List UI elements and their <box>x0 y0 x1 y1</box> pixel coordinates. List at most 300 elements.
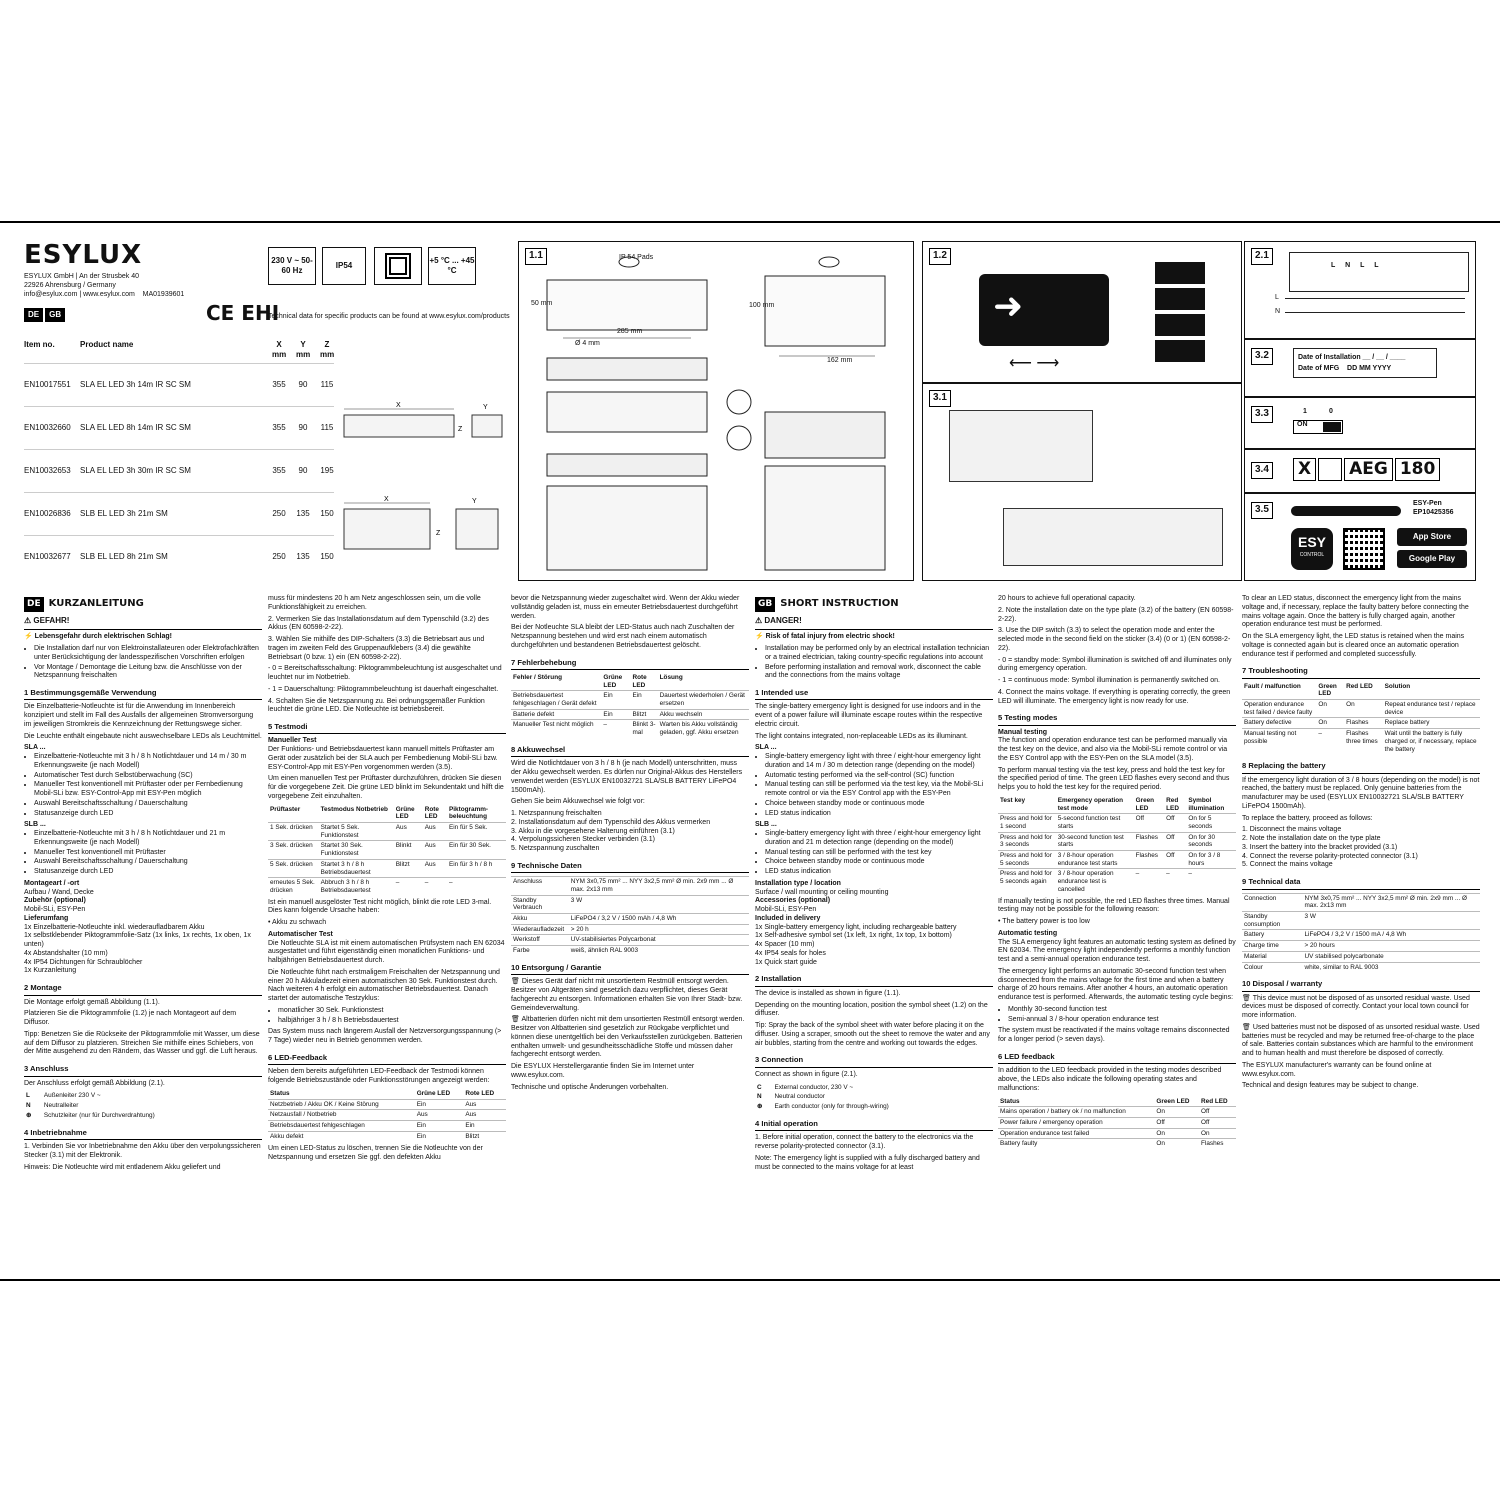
figure-label: 3.4 <box>1251 462 1273 479</box>
bin-icon: 🗑 <box>1242 994 1251 1002</box>
table-row <box>998 1107 1236 1118</box>
table-header: Emergency operation test mode <box>1057 796 1124 812</box>
table-cell: Manual testing not possible <box>1242 729 1316 755</box>
gb-mt: Manual testing <box>998 728 1048 736</box>
table-cell: UV stabilised polycarbonate <box>1302 951 1480 962</box>
table-row <box>998 832 1236 850</box>
item-cell: EN10032660 <box>24 422 71 432</box>
item-cell: 355 <box>272 379 286 389</box>
symbol-down-icon <box>1155 340 1205 362</box>
table-row <box>1242 962 1480 972</box>
de-trouble-table <box>511 673 749 738</box>
table-cell: LiFePO4 / 3,2 V / 1500 mA / 4,8 Wh <box>1302 930 1480 941</box>
app-store-button[interactable]: App Store <box>1397 528 1467 546</box>
dim-50: 50 mm <box>531 300 553 307</box>
table-header: Status <box>270 1089 290 1097</box>
de-c2a: muss für mindestens 20 h am Netz angeschlossen sein, um die volle Funktionsfähigkeit zu erreichen. <box>268 595 481 611</box>
table-cell: Aus <box>394 823 423 841</box>
svg-text:X: X <box>384 496 389 503</box>
table-cell: Abbruch 3 h / 8 h Betriebsdauertest <box>319 878 394 896</box>
table-cell: erneutes 5 Sek. drücken <box>268 878 319 896</box>
symbol-right-icon <box>1155 288 1205 310</box>
de-p5: Der Funktions- und Betriebsdauertest kann manuell mittels Prüftaster am Gerät oder zusätzlich bei der SLA auch per Fernbedienung Mobil-SLi bzw. ESY-Control-App mit ESY-Pen vorgenommen werden (3.5). <box>268 746 498 771</box>
table-row <box>268 1110 506 1121</box>
gb-trouble-table <box>1242 682 1480 755</box>
gb-tech-table <box>1242 893 1480 973</box>
table-cell: Akku <box>511 914 569 925</box>
table-row <box>1242 893 1480 911</box>
item-cell: SLA EL LED 3h 30m IR SC SM <box>80 465 191 475</box>
table-cell: Off <box>1164 851 1186 869</box>
gb-c3b: On the SLA emergency light, the LED status is retained when the mains voltage is connected again but is cleared once an automatic operation endurance test if performed and completed successfully. <box>1242 633 1465 658</box>
figure-label: 1.1 <box>525 248 547 265</box>
instruction-sheet <box>0 221 1500 1281</box>
table-header: Red LED <box>1201 1097 1228 1105</box>
table-cell: Operation endurance test failed / device faulty <box>1242 700 1316 718</box>
table-cell: Aus <box>423 841 447 859</box>
table-cell: On for 5 seconds <box>1186 814 1236 832</box>
table-cell: Colour <box>1242 962 1302 972</box>
gb-mont: Surface / wall mounting or ceiling mounting <box>755 888 889 896</box>
de-zub: Mobil-SLi, ESY-Pen <box>24 906 86 914</box>
table-row <box>1242 718 1480 729</box>
item-row <box>24 406 334 448</box>
table-header: Fehler / Störung <box>513 673 562 681</box>
figure-label: 1.2 <box>929 248 951 265</box>
table-row <box>268 1099 506 1110</box>
table-cell: On <box>1316 718 1344 729</box>
item-cell: 150 <box>320 551 334 561</box>
table-cell: Blitzt <box>463 1131 506 1141</box>
terminal-labels: L N L L <box>1331 262 1383 269</box>
de-lief-h: Lieferumfang <box>24 914 69 922</box>
gb-p5f: The emergency light performs an automatic 30-second function test when disconnected from the mains voltage for the first time and when a battery charge of 20 hours remains. After another 4 hours, an automatic operation endurance test is performed. Afterwards, the automatic testing cycle begins: <box>998 967 1234 1002</box>
de-p5g: • monatlicher 30 Sek. Funktionstest • halbjähriger 3 h / 8 h Betriebsdauertest <box>278 1007 506 1026</box>
table-cell: Akku defekt <box>268 1131 415 1141</box>
de-p5h: Das System muss nach längerem Ausfall der Netzversorgungsspannung (> 7 Tage) wieder neu in Betrieb genommen werden. <box>268 1028 502 1045</box>
table-cell: Flashes three times <box>1344 729 1383 755</box>
de-h10: 10 Entsorgung / Garantie <box>511 963 749 975</box>
wire-l <box>1285 298 1465 299</box>
item-cell: 150 <box>320 508 334 518</box>
table-header: Grüne LED <box>395 805 415 821</box>
table-cell: 5 Sek. drücken <box>268 859 319 877</box>
figure-1-1 <box>518 241 914 581</box>
table-row <box>268 823 506 841</box>
gb-p1: The single-battery emergency light is designed for use indoors and in the event of a power failure will illuminate escape routes within the respective electric circuit. <box>755 703 983 728</box>
gb-h2: 2 Installation <box>755 974 993 986</box>
item-cell: 250 <box>272 508 286 518</box>
table-cell: Charge time <box>1242 941 1302 952</box>
language-badges <box>24 308 67 322</box>
table-cell: > 20 hours <box>1302 941 1480 952</box>
de-conn-table: L Außenleiter 230 V ~ N Neutralleiter ⊕ Schutzleiter (nur für Durchverdrahtung) <box>26 1092 155 1119</box>
gb-p5d: • The battery power is too low <box>998 918 1090 926</box>
table-header: Rote LED <box>465 1089 495 1097</box>
table-cell: Off <box>1164 832 1186 850</box>
table-cell: Wiederaufladezeit <box>511 924 569 935</box>
table-cell: Material <box>1242 951 1302 962</box>
table-header: Red LED <box>1346 682 1373 690</box>
table-cell: Farbe <box>511 946 569 956</box>
table-row <box>511 914 749 925</box>
gb-p5g: • Monthly 30-second function test • Semi-annual 3 / 8-hour operation endurance test <box>1008 1006 1236 1025</box>
table-cell: 3 W <box>1302 912 1480 930</box>
de-h1: 1 Bestimmungsgemäße Verwendung <box>24 688 262 700</box>
electronics-board <box>949 410 1093 482</box>
gb-h10: 10 Disposal / warranty <box>1242 979 1480 991</box>
table-cell: Werkstoff <box>511 935 569 946</box>
de-p5d: • Akku zu schwach <box>268 919 327 927</box>
gb-h9: 9 Technical data <box>1242 877 1480 889</box>
table-cell: Aus <box>423 823 447 841</box>
table-row <box>1242 951 1480 962</box>
item-cell: 115 <box>320 422 334 432</box>
install-date-plate <box>1293 348 1437 378</box>
gb-mont-h: Installation type / location <box>755 879 841 887</box>
table-cell: Ein für 5 Sek. <box>447 823 506 841</box>
gb-p5: The function and operation endurance test can be performed manually via the test key on the device, and also via the Mobil-SLi remote control or via the ESY Control app with the ESY-Pen on the SLA model (3.5). <box>998 737 1228 762</box>
date-installation: Date of Installation __ / __ / ____ <box>1298 354 1406 361</box>
table-header: Grüne LED <box>416 1089 451 1097</box>
de-p10d: Technische und optische Änderungen vorbehalten. <box>511 1083 669 1091</box>
qr-code-icon[interactable] <box>1343 528 1385 570</box>
gb-danger-sub: ⚡ Risk of fatal injury from electric shock! <box>755 633 895 641</box>
de-p6b: Um einen LED-Status zu löschen, trennen Sie die Notleuchte von der Netzspannung und ersetzen Sie ggf. den defekten Akku <box>268 1145 483 1162</box>
item-cell: 90 <box>298 465 308 475</box>
table-row <box>511 720 749 738</box>
table-cell: – <box>1164 869 1186 895</box>
wire-n <box>1285 312 1465 313</box>
de-mont: Aufbau / Wand, Decke <box>24 888 94 896</box>
gb-c2c: 3. Use the DIP switch (3.3) to select the operation mode and enter the selected mode in the second field on the sticker (3.4) (0 or 1) (EN 60598-2-22). <box>998 627 1231 652</box>
item-cell: 90 <box>298 379 308 389</box>
gb-p6: In addition to the LED feedback provided in the testing modes described above, the LEDs also indicate the following operating states and malfunctions: <box>998 1067 1222 1092</box>
de-led-table <box>268 1089 506 1141</box>
dip-switch <box>1293 420 1343 434</box>
gb-h3: 3 Connection <box>755 1055 993 1067</box>
table-row <box>268 841 506 859</box>
gb-c3a: To clear an LED status, disconnect the emergency light from the mains voltage and, if necessary, replace the faulty battery before connecting the mains voltage again. Once the battery is fully charged again, another operation endurance test must be performed. <box>1242 595 1469 629</box>
table-cell: white, similar to RAL 9003 <box>1302 962 1480 972</box>
gb-title: GB SHORT INSTRUCTION <box>755 597 993 612</box>
figure-3-4 <box>1244 449 1476 493</box>
de-p10b: 🗑 Altbatterien dürfen nicht mit dem unsortierten Restmüll entsorgt werden. Besitzer von Altbatterien sind gesetzlich zur Rückgabe verpflichtet und können diese unentgeltlich bei den Verkaufsstellen zurückgeben. Batterien enthalten umwelt- und gesundheitsschädliche Stoffe und müssen daher fachgerecht entsorgt werden. <box>511 1016 745 1059</box>
item-row <box>24 363 334 405</box>
esy-control-app-icon <box>1291 528 1333 570</box>
figure-3-5 <box>1244 493 1476 581</box>
de-slb-list: • Einzelbatterie-Notleuchte mit 3 h / 8 h Notlichtdauer und 21 m Erkennungsweite (je nach Modell) • Manueller Test konventionell mit Prüftaster • Auswahl Bereitschaftsschaltung / Dauerschaltung • Statusanzeige durch LED <box>34 830 262 877</box>
figure-1-2 <box>922 241 1242 383</box>
protection-class-icon <box>374 247 422 285</box>
item-cell: 195 <box>320 465 334 475</box>
table-cell: Ein <box>415 1120 464 1131</box>
gb-h8: 8 Replacing the battery <box>1242 761 1480 773</box>
date-format: DD MM YYYY <box>1347 365 1392 373</box>
de-h5: 5 Testmodi <box>268 722 506 734</box>
table-row <box>268 1120 506 1131</box>
de-title: DE KURZANLEITUNG <box>24 597 262 612</box>
table-header: Status <box>1000 1097 1020 1105</box>
item-cell: EN10026836 <box>24 508 71 518</box>
table-cell: UV-stabilisiertes Polycarbonat <box>569 935 749 946</box>
table-row <box>998 869 1236 895</box>
table-cell: Battery <box>1242 930 1302 941</box>
table-header: Green LED <box>1135 796 1155 812</box>
table-cell: Aus <box>423 859 447 877</box>
table-row <box>998 851 1236 869</box>
table-cell: LiFePO4 / 3,2 V / 1500 mAh / 4,8 Wh <box>569 914 749 925</box>
de-p10c: Die ESYLUX Herstellergarantie finden Sie im Internet unter www.esylux.com. <box>511 1063 695 1079</box>
table-cell: Netzbetrieb / Akku OK / Keine Störung <box>268 1099 415 1110</box>
de-column-3 <box>511 595 749 1095</box>
svg-text:X: X <box>396 402 401 409</box>
table-cell: Betriebsdauertest fehlgeschlagen <box>268 1120 415 1131</box>
table-cell: Standby consumption <box>1242 912 1302 930</box>
table-cell: Ein <box>601 691 630 709</box>
table-cell: Replace battery <box>1383 718 1480 729</box>
table-header: Test key <box>1000 796 1026 804</box>
table-cell: Blitzt <box>630 709 657 720</box>
de-sla-list: • Einzelbatterie-Notleuchte mit 3 h / 8 h Notlichtdauer und 14 m / 30 m Erkennungsweite (je nach Modell) • Automatischer Test durch Selbstüberwachung (SC) • Manueller Test konventionell mit Prüftaster oder per Fernbedienung Mobil-SLi bzw. ESY-Control-App mit ESY-Pen möglich • Auswahl Bereitschaftsschaltung / Dauerschaltung • Statusanzeige durch LED <box>34 753 262 818</box>
lang-badge-gb: GB <box>45 308 65 322</box>
de-danger-list: • Die Installation darf nur von Elektroinstallateuren oder Elektrofachkräften unter Berücksichtigung der landesspezifischen Vorschriften erfolgen • Vor Montage / Demontage die Leitung bzw. die Anschlüsse von der Netzspannung freischalten <box>34 645 262 681</box>
table-cell: > 20 h <box>569 924 749 935</box>
item-cell: 115 <box>320 379 334 389</box>
item-row <box>24 492 334 534</box>
esy-pen-icon <box>1291 506 1401 516</box>
table-cell: On <box>1154 1139 1199 1149</box>
table-cell: – <box>394 878 423 896</box>
table-cell: Aus <box>463 1110 506 1121</box>
table-cell: Press and hold for 1 second <box>998 814 1056 832</box>
table-row <box>268 1131 506 1141</box>
table-cell: On <box>1316 700 1344 718</box>
gb-column-3 <box>1242 595 1480 1094</box>
table-cell: Off <box>1134 814 1165 832</box>
sticker-180: 180 <box>1395 458 1441 481</box>
table-row <box>511 691 749 709</box>
table-cell: – <box>1186 869 1236 895</box>
table-row <box>511 924 749 935</box>
gb-danger: ⚠ DANGER! <box>755 616 993 630</box>
table-cell: – <box>601 720 630 738</box>
de-p1b: Die Leuchte enthält eingebaute nicht auswechselbare LEDs als Leuchtmittel. <box>24 732 262 740</box>
esy-pen-number: EP10425356 <box>1413 509 1454 516</box>
gb-p3: Connect as shown in figure (2.1). <box>755 1070 858 1078</box>
gb-h5: 5 Testing modes <box>998 713 1236 725</box>
de-h2: 2 Montage <box>24 983 262 995</box>
item-cell: EN10017551 <box>24 379 71 389</box>
item-cell: 355 <box>272 422 286 432</box>
de-p10: 🗑 Dieses Gerät darf nicht mit unsortiertem Restmüll entsorgt werden. Besitzer von Altgeräten sind gesetzlich dazu verpflichtet, dieses Gerät fachgerecht zu entsorgen. Informationen erhalten Sie von Ihrer Stadt- bzw. Gemeindeverwaltung. <box>511 978 743 1012</box>
table-header: Green LED <box>1318 682 1337 698</box>
table-cell: On <box>1154 1107 1199 1118</box>
doc-number: MA01939601 <box>142 290 185 298</box>
de-lief-list: 1x Einzelbatterie-Notleuchte inkl. wiederaufladbarem Akku 1x selbstklebender Piktogrammfolie-Satz (1x links, 1x rechts, 1x oben, 1x unten) 4x Abstandshalter (10 mm) 4x IP54 Dichtungen für Schraublöcher 1x Kurzanleitung <box>24 923 251 975</box>
col-item-no: Item no. <box>24 340 55 349</box>
gb-c2a: 20 hours to achieve full operational capacity. <box>998 595 1136 602</box>
de-p8: Wird die Notlichtdauer von 3 h / 8 h (je nach Modell) unterschritten, muss der Akku gewechselt werden. Es dürfen nur Original-Akkus des Herstellers verwendet werden (ESYLUX EN10032721 SLA/SLB BATTERY LiFePO4 1500mAh). <box>511 760 743 794</box>
gb-p4: 1. Before initial operation, connect the battery to the electronics via the reverse polarity-protected connector (3.1). <box>755 1134 974 1150</box>
dim-hole-4: Ø 4 mm <box>575 340 600 347</box>
de-p8b: Gehen Sie beim Akkuwechsel wie folgt vor: <box>511 798 645 806</box>
table-cell: Blinkt 3-mal <box>630 720 657 738</box>
de-column-2 <box>268 595 506 1166</box>
company-address <box>24 273 254 299</box>
gb-led-table <box>998 1097 1236 1149</box>
table-header: Lösung <box>659 673 683 681</box>
table-header: Rote LED <box>424 805 439 821</box>
table-cell: Wait until the battery is fully charged or, if necessary, replace the battery <box>1383 729 1480 755</box>
google-play-button[interactable]: Google Play <box>1397 550 1467 568</box>
de-mt: Manueller Test <box>268 737 317 745</box>
table-cell: Ein <box>415 1099 464 1110</box>
gb-p8: If the emergency light duration of 3 / 8 hours (depending on the model) is not reached, the battery must be replaced. Only genuine batteries from the manufacturer may be used (ESYLUX EN10032721 SLA/SLB BATTERY LiFePO4 1500mAh). <box>1242 776 1480 810</box>
gb-slb: SLB ... <box>755 821 777 829</box>
table-row <box>511 935 749 946</box>
table-row <box>268 878 506 896</box>
gb-p10b: 🗑 Used batteries must not be disposed of as unsorted residual waste. Used batteries must be recycled and may be returned free-of-charge to the place of sale. Batteries contain substances which are harmful to the environment and to human health and must therefore be disposed of correctly. <box>1242 1023 1480 1058</box>
table-cell: 3 / 8-hour operation endurance test starts <box>1056 851 1134 869</box>
de-p2c: Tipp: Benetzen Sie die Rückseite der Piktogrammfolie mit Wasser, um diese auf dem Diffusor zu platzieren. Streichen Sie mithilfe eines Schiebers, von der Mitte ausgehend zu den Rändern, das Wasser und ggf. die Luft heraus. <box>24 1030 260 1056</box>
item-cell: EN10032653 <box>24 465 71 475</box>
symbol-up-icon <box>1155 314 1205 336</box>
battery-compartment <box>1003 508 1223 566</box>
dip-1-label: 1 <box>1303 408 1307 415</box>
table-cell: Blitzt <box>394 859 423 877</box>
table-row <box>998 814 1236 832</box>
de-h4: 4 Inbetriebnahme <box>24 1128 262 1140</box>
table-cell: Anschluss <box>511 877 569 895</box>
gb-p2: The device is installed as shown in figure (1.1). <box>755 989 901 997</box>
table-cell: Dauertest wiederholen / Gerät ersetzen <box>658 691 749 709</box>
table-cell: Connection <box>1242 893 1302 911</box>
de-c2c: 3. Wählen Sie mithilfe des DIP-Schalters (3.3) die Betriebsart aus und tragen im zweiten Feld des Gruppenaufklebers (3.4) die gewählte Betriebsart (0 bzw. 1) ein (EN 60598-2-22). <box>268 636 485 661</box>
table-row <box>511 877 749 895</box>
de-mont-h: Montageart / -ort <box>24 879 80 887</box>
gb-h7: 7 Troubleshooting <box>1242 666 1480 678</box>
de-danger-sub: ⚡ Lebensgefahr durch elektrischen Schlag! <box>24 633 172 641</box>
table-cell: 3 Sek. drücken <box>268 841 319 859</box>
gb-p10: 🗑 This device must not be disposed of as unsorted residual waste. Used devices must be disposed of correctly. Contact your local town council for more information. <box>1242 994 1470 1020</box>
de-tech-table <box>511 876 749 956</box>
col-z: Z mm <box>320 340 335 359</box>
table-cell: Flashes <box>1344 718 1383 729</box>
item-cell: 135 <box>296 551 310 561</box>
de-h9: 9 Technische Daten <box>511 861 749 873</box>
table-cell: – <box>423 878 447 896</box>
table-cell: Batterie defekt <box>511 709 601 720</box>
gb-danger-list: • Installation may be performed only by an electrical installation technician or a trained electrician, taking country-specific regulations into account • Before performing installation and removal work, disconnect the cable and the connections from the mains voltage <box>765 645 993 681</box>
table-header: Testmodus Notbetrieb <box>320 805 388 813</box>
de-zub-h: Zubehör (optional) <box>24 897 86 905</box>
de-p3: Der Anschluss erfolgt gemäß Abbildung (2.1). <box>24 1079 165 1087</box>
figure-label: 3.1 <box>929 390 951 407</box>
table-cell: Battery faulty <box>998 1139 1154 1149</box>
table-header: Solution <box>1384 682 1411 690</box>
gb-c2b: 2. Note the installation date on the type plate (3.2) of the battery (EN 60598-2-22). <box>998 606 1234 623</box>
de-h7: 7 Fehlerbehebung <box>511 658 749 670</box>
figure-label: 3.2 <box>1251 348 1273 365</box>
table-cell: Standby Verbrauch <box>511 895 569 913</box>
table-row <box>268 859 506 877</box>
table-cell: On for 3 / 8 hours <box>1186 851 1236 869</box>
date-mfg: Date of MFG <box>1298 365 1340 373</box>
table-cell: NYM 3x0,75 mm² ... NYY 3x2,5 mm² Ø min. 2x9 mm ... Ø max. 2x13 mm <box>569 877 749 895</box>
de-p2: Die Montage erfolgt gemäß Abbildung (1.1). <box>24 998 160 1006</box>
dip-0-label: 0 <box>1329 408 1333 415</box>
ce-mark: CE EHI <box>206 301 280 325</box>
de-h8: 8 Akkuwechsel <box>511 745 749 757</box>
gb-p8c: 1. Disconnect the mains voltage 2. Note the installation date on the type plate 3. Insert the battery into the bracket provided (3.1) 4. Connect the reverse polarity-protected connector (3.1) 5. Connect the mains voltage <box>1242 826 1418 869</box>
table-cell: Blinkt <box>394 841 423 859</box>
group-sticker <box>1293 458 1440 481</box>
table-row <box>1242 729 1480 755</box>
item-cell: SLB EL LED 8h 21m SM <box>80 551 168 561</box>
table-cell: Repeat endurance test / replace device <box>1383 700 1480 718</box>
gb-column-1 <box>755 595 993 1175</box>
table-cell: 5-second function test starts <box>1056 814 1134 832</box>
de-sla: SLA ... <box>24 744 46 752</box>
de-p5b: Um einen manuellen Test per Prüftaster durchzuführen, drücken Sie diesen für die vorgegebene Zeit. Die grüne LED blinkt im Sekundentakt und hilft die vorgegebene Zeit einzuhalten. <box>268 775 504 800</box>
ip54-pads-label: IP 54 Pads <box>619 254 654 261</box>
table-cell: Off <box>1164 814 1186 832</box>
sticker-aeg: AEG <box>1344 458 1393 481</box>
col-x: X mm <box>272 340 287 359</box>
table-row <box>1242 912 1480 930</box>
figure-3-1 <box>922 383 1242 581</box>
table-row <box>1242 930 1480 941</box>
table-cell: On <box>1344 700 1383 718</box>
table-cell: Startet 5 Sek. Funktionstest <box>319 823 394 841</box>
de-p5c: Ist ein manuell ausgelöster Test nicht möglich, blinkt die rote LED 3-mal. Dies kann folgende Ursache haben: <box>268 898 492 915</box>
figure-label: 3.5 <box>1251 502 1273 519</box>
figure-label: 3.3 <box>1251 406 1273 423</box>
gb-lief-list: 1x Single-battery emergency light, including rechargeable battery 1x Self-adhesive symbol set (1x left, 1x right, 1x top, 1x bottom) 4x Spacer (10 mm) 4x IP54 seals for holes 1x Quick start guide <box>755 923 957 966</box>
table-cell: Ein für 3 h / 8 h <box>447 859 506 877</box>
table-row <box>1242 700 1480 718</box>
table-cell: Flashes <box>1134 851 1165 869</box>
item-cell: 90 <box>298 422 308 432</box>
gb-p10d: Technical and design features may be subject to change. <box>1242 1082 1419 1090</box>
item-cell: SLA EL LED 3h 14m IR SC SM <box>80 379 191 389</box>
table-cell: 3 W <box>569 895 749 913</box>
gb-c2f: 4. Connect the mains voltage. If everything is operating correctly, the green LED will illuminate. The emergency light is now ready for use. <box>998 688 1231 705</box>
table-cell: 3 / 8-hour operation endurance test is cancelled <box>1056 869 1134 895</box>
table-cell: Startet 30 Sek. Funktionstest <box>319 841 394 859</box>
table-cell: 1 Sek. drücken <box>268 823 319 841</box>
arrow-left-right-icon: ⟵ ⟶ <box>1009 355 1060 372</box>
table-cell: On for 30 seconds <box>1186 832 1236 850</box>
table-cell: Mains operation / battery ok / no malfunction <box>998 1107 1154 1118</box>
table-cell: – <box>447 878 506 896</box>
table-cell: On <box>1199 1128 1236 1139</box>
gb-at: Automatic testing <box>998 929 1058 937</box>
de-h3: 3 Anschluss <box>24 1064 262 1076</box>
dip-on-label: ON <box>1297 421 1308 428</box>
gb-h4: 4 Initial operation <box>755 1119 993 1131</box>
table-cell: Off <box>1199 1107 1236 1118</box>
table-header: Rote LED <box>632 673 647 689</box>
gb-sla-list: • Single-battery emergency light with three / eight-hour emergency light duration and 14 m / 30 m detection range (depending on the model) • Automatic testing performed via the self-control (SC) function • Manual testing can still be performed via the test key, via the Mobil-SLi remote control or via the ESY Control app with the ESY-Pen • Choice between standby mode or continuous mode • LED status indication <box>765 753 993 818</box>
gb-p5b: To perform manual testing via the test key, press and hold the test key for the specified period of time. The green LED flashes every second and thus helps you to hold the test key for the required period. <box>998 766 1230 792</box>
gb-p8b: To replace the battery, proceed as follows: <box>1242 814 1373 822</box>
dim-100: 100 mm <box>749 302 775 309</box>
de-c2e: - 1 = Dauerschaltung: Piktogrammbeleuchtung ist dauerhaft eingeschaltet. <box>268 685 499 693</box>
gb-c2d: - 0 = standby mode: Symbol illumination is switched off and illuminates only during emergency operation. <box>998 656 1232 673</box>
figure-label: 2.1 <box>1251 248 1273 265</box>
